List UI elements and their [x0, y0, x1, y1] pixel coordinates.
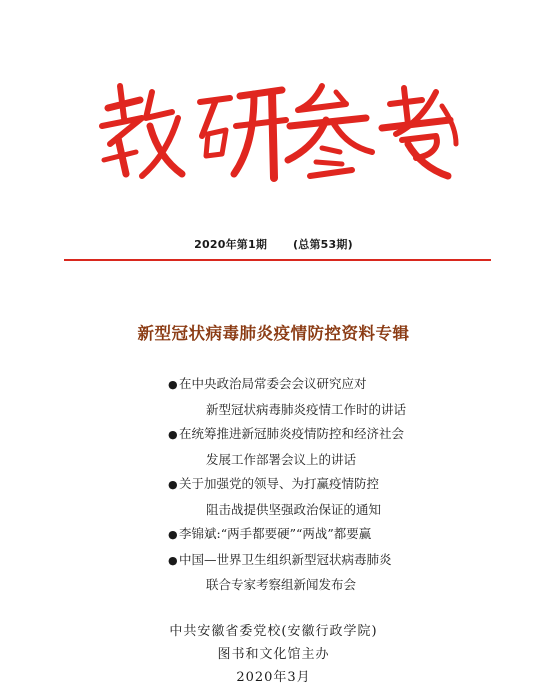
masthead-logo [90, 78, 460, 188]
contents-item [168, 548, 488, 598]
contents-item-subtitle: 阻击战提供坚强政治保证的通知 [206, 501, 382, 517]
bullet-icon: ● [168, 378, 178, 391]
contents-item-title: 在中央政治局常委会会议研究应对 [179, 376, 367, 391]
bullet-icon: ● [168, 428, 178, 441]
special-issue-title: 新型冠状病毒肺炎疫情防控资料专辑 [137, 324, 410, 343]
masthead-char-kao [382, 88, 456, 176]
publish-date: 2020年3月 [236, 670, 311, 685]
bullet-icon: ● [168, 553, 178, 567]
issue-line [0, 236, 547, 252]
contents-item-title: 中国—世界卫生组织新型冠状病毒肺炎 [179, 551, 392, 567]
publisher-org: 中共安徽省委党校(安徽行政学院) [169, 624, 378, 639]
contents-item [168, 472, 488, 522]
contents-item-subtitle: 联合专家考察组新闻发布会 [206, 577, 357, 592]
header-divider [64, 259, 491, 261]
contents-item [168, 522, 488, 548]
issue-total: (总第53期) [293, 238, 353, 251]
publisher-block [0, 620, 547, 689]
contents-item-subtitle: 发展工作部署会议上的讲话 [206, 451, 357, 467]
masthead-char-yan [200, 90, 286, 178]
contents-item-title: 关于加强党的领导、为打赢疫情防控 [179, 476, 380, 491]
bullet-icon: ● [168, 528, 178, 541]
contents-item [168, 422, 488, 472]
masthead-char-jiao [102, 86, 182, 176]
publisher-host: 图书和文化馆主办 [217, 647, 330, 662]
contents-item-subtitle: 新型冠状病毒肺炎疫情工作时的讲话 [206, 401, 407, 417]
contents-item-title: 李锦斌:“两手都要硬”“两战”都要赢 [179, 526, 372, 541]
bullet-icon: ● [168, 478, 178, 491]
contents-item [168, 372, 488, 422]
masthead-calligraphy [90, 78, 460, 188]
contents-item-title: 在统筹推进新冠肺炎疫情防控和经济社会 [179, 426, 405, 441]
masthead-char-can [288, 86, 372, 176]
contents-list [168, 372, 488, 598]
issue-date: 2020年第1期 [194, 238, 268, 251]
